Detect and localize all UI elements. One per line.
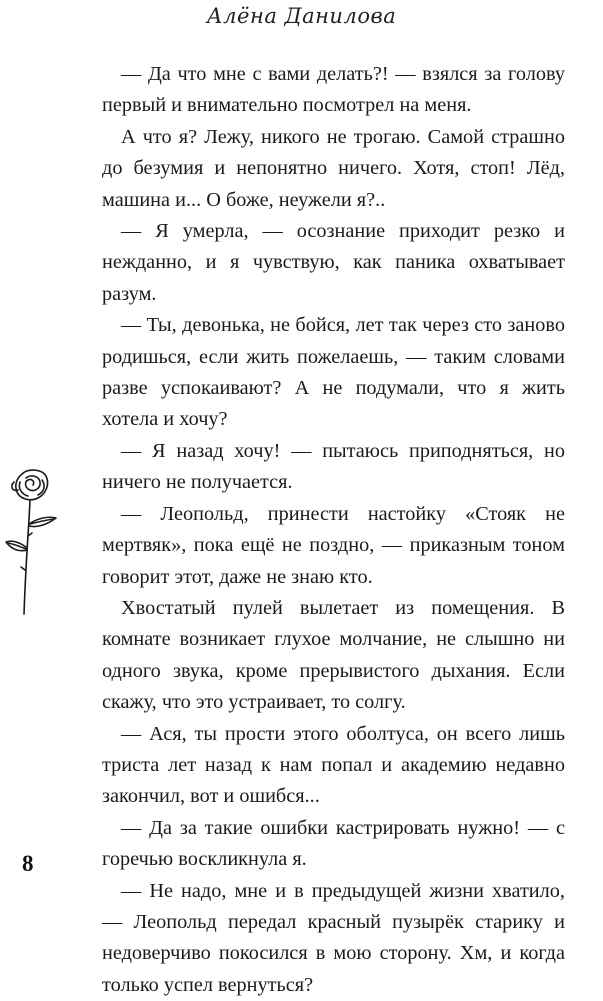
paragraph: — Я умерла, — осознание приходит резко и нежданно, и я чувствую, как паника охватывает разум. [102, 220, 565, 305]
paragraph: — Леопольд, принести настойку «Стояк не мертвяк», пока ещё не поздно, — приказным тоном говорит этот, даже не знаю кто. [102, 502, 565, 588]
paragraph: — Ася, ты прости этого оболтуса, он всего лишь триста лет назад к нам попал и академию недавно закончил, вот и ошибся... [102, 722, 565, 808]
paragraph: — Я назад хочу! — пытаюсь приподняться, но ничего не получается. [102, 439, 565, 494]
paragraph: — Да что мне с вами делать?! — взялся за голову первый и внимательно посмотрел на меня. [102, 63, 565, 117]
paragraph: — Да за такие ошибки кастрировать нужно! — с горечью воскликнула я. [102, 816, 565, 871]
rose-icon [4, 466, 64, 616]
body-text [102, 59, 565, 1001]
paragraph: А что я? Лежу, никого не трогаю. Самой страшно до безумия и непонятно ничего. Хотя, стоп! Лёд, машина и... О боже, неужели я?.. [102, 125, 565, 211]
paragraph: — Не надо, мне и в предыдущей жизни хватило, — Леопольд передал красный пузырёк старику и недоверчиво покосился в мою сторону. Хм, и когда только успел вернуться? [102, 879, 565, 996]
page-number: 8 [22, 851, 34, 876]
paragraph: Хвостатый пулей вылетает из помещения. В комнате возникает глухое молчание, не слышно ни одного звука, кроме прерывистого дыхания. Если скажу, что это устраивает, то солгу. [102, 596, 565, 714]
running-header: Алёна Данилова [206, 4, 397, 28]
paragraph: — Ты, девонька, не бойся, лет так через сто заново родишься, если жить пожелаешь, — таким словами разве успокаивают? А не подумали, что я жить хотела и хочу? [102, 314, 565, 431]
